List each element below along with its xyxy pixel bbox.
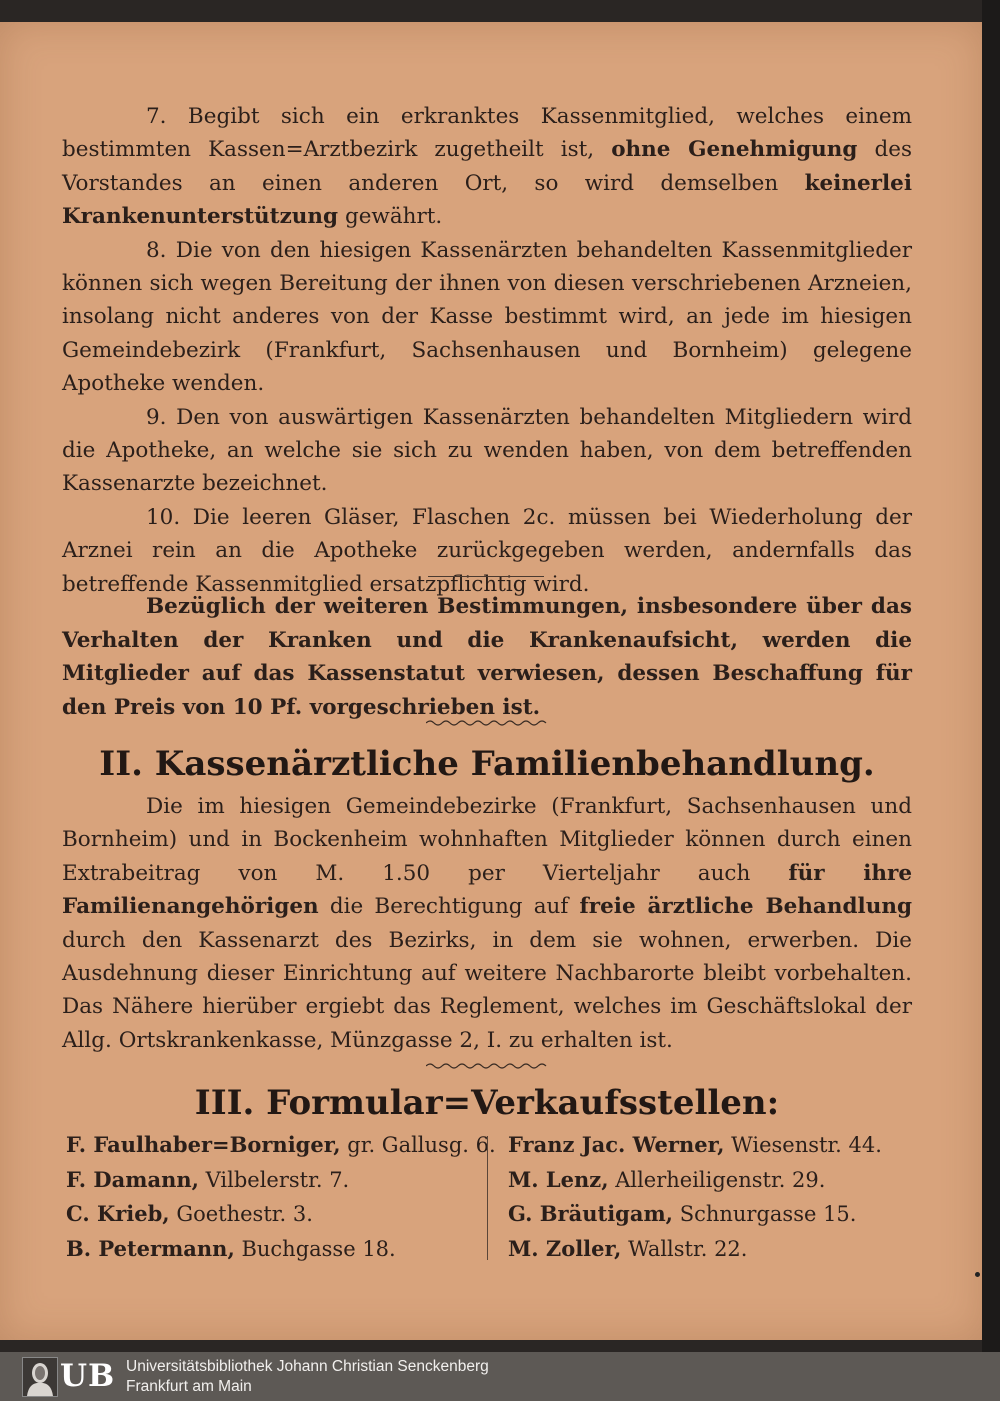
list-item: Franz Jac. Werner, Wiesenstr. 44. [508,1132,882,1157]
list-item: F. Damann, Vilbelerstr. 7. [66,1166,350,1192]
column-divider [487,1136,488,1260]
family-treatment-text [62,790,912,1057]
list-item: M. Lenz, Allerheiligenstr. 29. [508,1166,826,1192]
section-two-heading: II. Kassenärztliche Familienbehandlung. [99,744,875,784]
divider-line [428,576,544,577]
sales-points [66,1128,916,1263]
rules-list [62,100,912,601]
rule-8: 8. Die von den hiesigen Kassenärzten behandelten Kassenmitglieder können sich wegen Bereitung der ihnen von diesen verschriebenen Arzneien, insolang nicht anderes von der Kasse bestimmt wird, an jede im hiesigen Gemeindebezirk (Frankfurt, Sachsenhausen und Bornheim) gelegene Apotheke wenden. [62,237,912,397]
notice-text: Bezüglich der weiteren Bestimmungen, insbesondere über das Verhalten der Kranken und die Krankenaufsicht, werden die Mitglieder auf das Kassenstatut verwiesen, dessen Beschaffung für den Preis von 10 Pf. vorgeschrieben ist. [62,594,912,720]
rule-9: 9. Den von auswärtigen Kassenärzten behandelten Mitgliedern wird die Apotheke, an welche sie sich zu wenden haben, von dem betreffenden Kassenarzte bezeichnet. [62,404,912,497]
library-footer [0,1352,1000,1401]
wavy-divider-2 [426,1062,548,1070]
ub-logo: UB [60,1358,116,1394]
list-item: C. Krieb, Goethestr. 3. [66,1201,313,1227]
wavy-divider-1 [426,719,548,727]
sales-points-right [508,1128,928,1266]
rule-7: 7. Begibt sich ein erkranktes Kassenmitglied, welches einem bestimmten Kassen=Arztbezirk zugetheilt ist, ohne Genehmigung des Vorstandes an einen anderen Ort, so wird demselben keinerlei Krankenunterstützung gewährt. [62,104,913,230]
sales-points-left [66,1128,496,1266]
scan-edge [982,0,1000,1352]
section-three-heading: III. Formular=Verkaufsstellen: [194,1083,780,1123]
ink-spot [975,1272,980,1277]
list-item: B. Petermann, Buchgasse 18. [66,1235,396,1261]
rule-10: 10. Die leeren Gläser, Flaschen 2c. müssen bei Wiederholung der Arznei rein an die Apotheke zurückgegeben werden, andernfalls das betreffende Kassenmitglied ersatzpflichtig wird. [62,504,912,597]
list-item: G. Bräutigam, Schnurgasse 15. [508,1201,857,1227]
list-item: F. Faulhaber=Borniger, gr. Gallusg. 6. [66,1132,496,1157]
senckenberg-portrait-icon [22,1357,58,1397]
institution-name: Universitätsbibliothek Johann Christian Senckenberg Frankfurt am Main [126,1358,489,1395]
list-item: M. Zoller, Wallstr. 22. [508,1235,748,1261]
statute-notice [62,590,912,724]
family-paragraph: Die im hiesigen Gemeindebezirke (Frankfurt, Sachsenhausen und Bornheim) und in Bockenheim wohnhaften Mitglieder können durch einen Extrabeitrag von M. 1.50 per Vierteljahr auch für ihre Familienangehörigen die Berechtigung auf freie ärztliche Behandlung durch den Kassenarzt des Bezirks, in dem sie wohnen, erwerben. Die Ausdehnung dieser Einrichtung auf weitere Nachbarorte bleibt vorbehalten. Das Nähere hierüber ergiebt das Reglement, welches im Geschäftslokal der Allg. Ortskrankenkasse, Münzgasse 2, I. zu erhalten ist. [62,794,912,1053]
